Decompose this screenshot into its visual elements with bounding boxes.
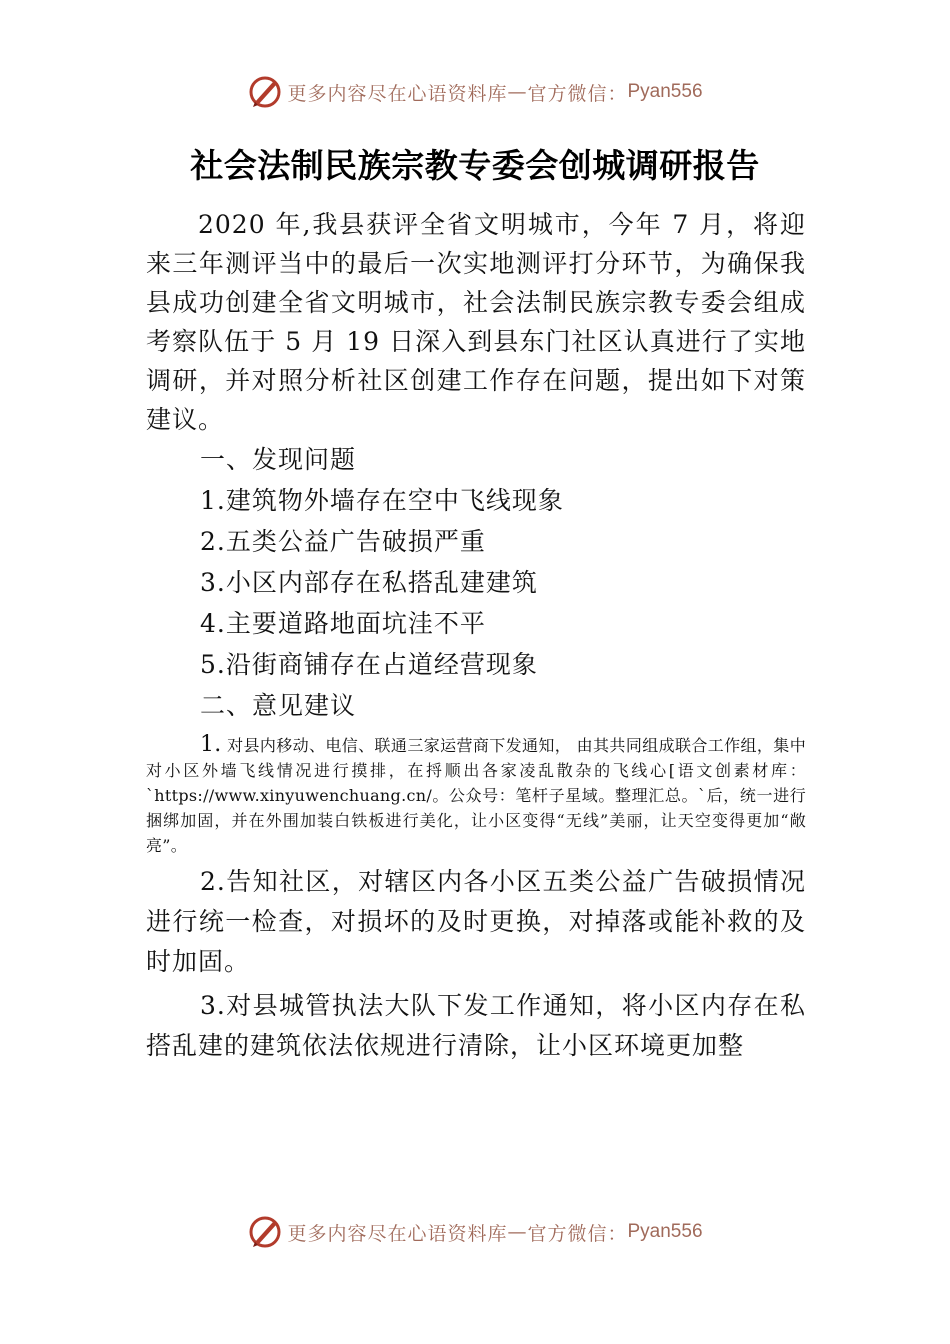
suggestion-item-3: 3.对县城管执法大队下发工作通知，将小区内存在私搭乱建的建筑依法依规进行清除，让小区环境更加整	[146, 991, 806, 1060]
intro-paragraph: 2020 年,我县获评全省文明城市，今年 7 月，将迎来三年测评当中的最后一次实地测评打分环节，为确保我县成功创建全省文明城市，社会法制民族宗教专委会组成考察队伍于 5 月 19 日深入到县东门社区认真进行了实地调研，并对照分析社区创建工作存在问题，提出如下对策建议。	[146, 210, 806, 434]
pen-logo-icon	[247, 74, 283, 110]
pen-logo-icon	[247, 1214, 283, 1250]
problem-item: 2.五类公益广告破损严重	[200, 527, 486, 556]
watermark-wechat-id: Pyan556	[627, 1221, 703, 1242]
document-body	[146, 205, 806, 1066]
section-heading-suggestions: 二、意见建议	[200, 691, 357, 720]
section-heading-problems: 一、发现问题	[200, 445, 357, 474]
watermark-text: 更多内容尽在心语资料库	[287, 82, 508, 105]
problem-item: 4.主要道路地面坑洼不平	[200, 609, 486, 638]
watermark-separator: —	[507, 1221, 528, 1243]
suggestion-1-text: 对县内移动、电信、联通三家运营商下发通知， 由其共同组成联合工作组，集中对小区外墙飞线情况进行摸排，在捋顺出各家凌乱散杂的飞线心[语文创素材库：`https://www.xinyuwenchuang.cn/。公众号：笔杆子星域。整理汇总。`后，统一进行捆绑加固，并在外围加装白铁板进行美化，让小区变得“无线”美丽，让天空变得更加“敞亮”。	[146, 736, 806, 855]
document-title: 社会法制民族宗教专委会创城调研报告	[190, 146, 760, 185]
suggestion-item-2: 2.告知社区，对辖区内各小区五类公益广告破损情况进行统一检查，对损坏的及时更换，对掉落或能补救的及时加固。	[146, 867, 806, 976]
watermark-separator: —	[507, 81, 528, 103]
problem-item: 3.小区内部存在私搭乱建建筑	[200, 568, 538, 597]
suggestion-1-number: 1.	[200, 732, 222, 757]
problem-item: 5.沿街商铺存在占道经营现象	[200, 650, 538, 679]
suggestion-item-1	[146, 732, 806, 858]
header-watermark	[0, 72, 950, 112]
watermark-text: 更多内容尽在心语资料库	[287, 1222, 508, 1245]
watermark-wechat-id: Pyan556	[627, 81, 703, 102]
watermark-official: 官方微信：	[527, 1222, 628, 1245]
problem-item: 1.建筑物外墙存在空中飞线现象	[200, 486, 564, 515]
watermark-official: 官方微信：	[527, 82, 628, 105]
footer-watermark	[0, 1212, 950, 1252]
